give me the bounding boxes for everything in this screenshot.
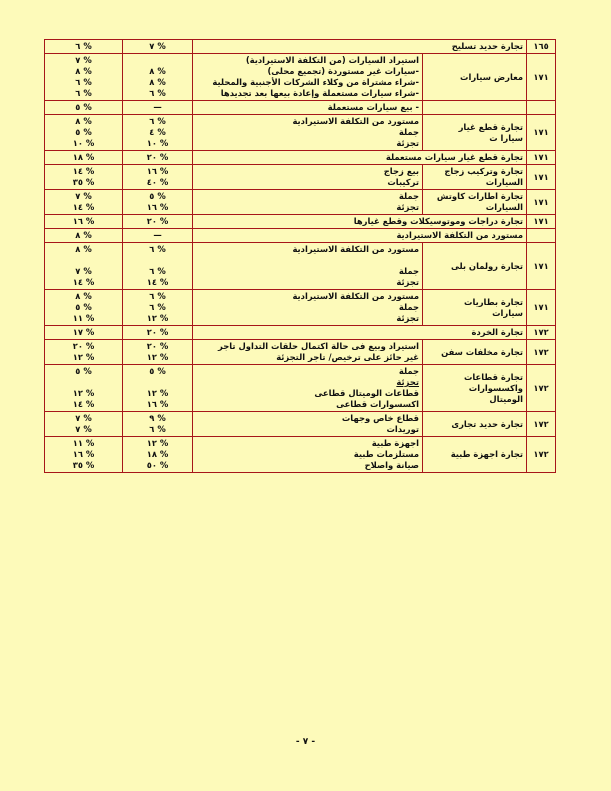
cell-line: ٨ %: [149, 77, 166, 87]
cell-line: ١٨ %: [146, 449, 169, 459]
rate-column-2-cell: [45, 165, 123, 190]
cell-line: مستورد من التكلفة الاستيرادية: [396, 230, 524, 240]
rate-column-2-cell: [45, 437, 123, 473]
cell-line: -شراء سيارات مستعملة وإعادة بيعها بعد تجديدها: [220, 88, 420, 98]
activity-code-cell: ١٧١: [527, 115, 556, 151]
cell-line: قطاعات الوميتال قطاعى: [314, 388, 420, 398]
cell-line: ١٤ %: [146, 277, 169, 287]
cell-line: ٢٠ %: [72, 341, 95, 351]
rate-column-2-cell: [45, 190, 123, 215]
cell-line: ٧ %: [75, 55, 92, 65]
cell-line: تجارة مخلفات سفن: [441, 346, 524, 357]
table-row: [45, 115, 556, 151]
cell-line: تجارة قطع غيار: [458, 121, 524, 132]
activity-name-cell: [193, 151, 527, 165]
cell-line: تجارة بطاريات: [464, 296, 524, 307]
cell-line: واكسسوارات: [468, 382, 524, 393]
activity-code-cell: ١٧١: [527, 243, 556, 290]
cell-line: ١٢ %: [146, 352, 169, 362]
cell-line: ٨ %: [75, 66, 92, 76]
rate-column-1-cell: [123, 115, 193, 151]
cell-line: ٥٠ %: [146, 460, 169, 470]
cell-line: [126, 377, 189, 388]
cell-line: ١٢ %: [146, 438, 169, 448]
page-number: - ٧ -: [295, 737, 316, 747]
rate-column-2-cell: [45, 151, 123, 165]
activity-code-cell: ١٧١: [527, 215, 556, 229]
cell-line: -سيارات غير مستوردة (تجميع محلى): [267, 66, 420, 76]
activity-description-cell: [193, 437, 423, 473]
cell-line: ١٢ %: [72, 352, 95, 362]
cell-line: ٥ %: [75, 102, 92, 112]
cell-line: ٥ %: [149, 191, 166, 201]
activity-code-cell: ١٧٢: [527, 437, 556, 473]
cell-line: تجارة رولمان بلى: [450, 260, 524, 271]
cell-line: -شراء مشتراة من وكلاء الشركات الأجنبية والمحلية: [212, 77, 420, 87]
activity-name-cell: [423, 165, 527, 190]
tax-rate-table-container: [44, 39, 555, 473]
cell-line: ١٤ %: [72, 277, 95, 287]
cell-line: ٨ %: [75, 244, 92, 254]
cell-line: اكسسوارات قطاعى: [336, 399, 420, 409]
cell-line: [126, 255, 189, 266]
cell-line: السيارات: [485, 202, 524, 212]
activity-name-cell: [423, 437, 527, 473]
table-row: [45, 365, 556, 412]
cell-line: مستورد من التكلفة الاستيرادية: [292, 291, 420, 301]
rate-column-2-cell: [45, 243, 123, 290]
cell-line: تجزئة: [396, 277, 420, 287]
cell-line: ٦ %: [149, 266, 166, 276]
activity-description-cell: [193, 54, 423, 101]
rate-column-2-cell: [45, 326, 123, 340]
activity-code-cell: ١٧٢: [527, 340, 556, 365]
cell-line: —: [153, 230, 162, 240]
rate-column-1-cell: [123, 437, 193, 473]
rate-column-1-cell: [123, 229, 193, 243]
rate-column-1-cell: [123, 243, 193, 290]
rate-column-2-cell: [45, 215, 123, 229]
rate-column-1-cell: [123, 165, 193, 190]
cell-line: ٤٠ %: [146, 177, 169, 187]
table-row: [45, 190, 556, 215]
cell-line: ١٤ %: [72, 166, 95, 176]
activity-code-cell: ١٧١: [527, 165, 556, 190]
cell-line: استيراد وبيع فى حالة اكتمال حلقات التداول تاجر: [218, 341, 420, 351]
cell-line: ١٦ %: [146, 399, 169, 409]
cell-line: جملة: [398, 127, 420, 137]
cell-line: ٣٥ %: [72, 460, 95, 470]
cell-line: تجارة قطاعات: [463, 371, 524, 382]
cell-line: ٦ %: [149, 88, 166, 98]
rate-column-1-cell: [123, 40, 193, 54]
cell-line: غير حائز على ترخيص/ تاجر التجزئة: [276, 352, 420, 362]
activity-name-cell: [423, 340, 527, 365]
activity-description-cell: [193, 101, 423, 115]
rate-column-1-cell: [123, 326, 193, 340]
table-row: [45, 101, 556, 115]
rate-column-1-cell: [123, 290, 193, 326]
activity-code-cell: ١٧١: [527, 290, 556, 326]
table-row: [45, 54, 556, 101]
cell-line: ١٤ %: [72, 399, 95, 409]
rate-column-2-cell: [45, 115, 123, 151]
activity-name-cell: [423, 290, 527, 326]
cell-line: [196, 255, 419, 266]
table-row: [45, 243, 556, 290]
cell-line: ١٧ %: [72, 327, 95, 337]
cell-line: ٣٥ %: [72, 177, 95, 187]
cell-line: ٧ %: [75, 191, 92, 201]
cell-line: تجارة وتركيب زجاج: [444, 166, 524, 176]
cell-line: - بيع سيارات مستعملة: [327, 102, 420, 112]
cell-line: ٨ %: [75, 230, 92, 240]
table-row: [45, 340, 556, 365]
cell-line: ١٦ %: [72, 449, 95, 459]
rate-column-1-cell: [123, 340, 193, 365]
activity-code-cell: ١٧٢: [527, 326, 556, 340]
cell-line: ٥ %: [149, 366, 166, 376]
cell-line: ٢٠ %: [146, 341, 169, 351]
cell-line: ١٢ %: [146, 388, 169, 398]
cell-line: ٥ %: [75, 366, 92, 376]
rate-column-2-cell: [45, 290, 123, 326]
cell-line: ٦ %: [149, 116, 166, 126]
cell-line: استيراد السيارات (من التكلفة الاستيرادية): [245, 55, 420, 65]
cell-line: ٢٠ %: [146, 216, 169, 226]
cell-line: ٦ %: [75, 77, 92, 87]
cell-line: ١٦ %: [146, 202, 169, 212]
cell-line: ٦ %: [149, 291, 166, 301]
cell-line: ١٢ %: [72, 388, 95, 398]
cell-line: ٢٠ %: [146, 327, 169, 337]
cell-line: تجارة حديد تسليح: [451, 41, 524, 51]
activity-name-cell: [423, 190, 527, 215]
table-row: [45, 151, 556, 165]
cell-line: تجزئة: [396, 202, 420, 212]
cell-line: ٦ %: [149, 424, 166, 434]
activity-name-cell: [423, 412, 527, 437]
cell-line: [48, 377, 119, 388]
activity-name-cell: [193, 40, 527, 54]
cell-line: بيع زجاج: [383, 166, 420, 176]
cell-line: ٢٠ %: [146, 152, 169, 162]
rate-column-2-cell: [45, 412, 123, 437]
cell-line: ٥ %: [75, 127, 92, 137]
rate-column-1-cell: [123, 54, 193, 101]
activity-description-cell: [193, 412, 423, 437]
cell-line: السيارات: [485, 177, 524, 187]
cell-line: معارض سيارات: [460, 71, 524, 82]
cell-line: ٧ %: [75, 413, 92, 423]
cell-line: ٤ %: [149, 127, 166, 137]
cell-line: تجارة اجهزة طبية: [450, 449, 524, 459]
table-row: [45, 229, 556, 243]
activity-description-cell: [193, 115, 423, 151]
table-body: [45, 40, 556, 473]
cell-line: ١٦ %: [72, 216, 95, 226]
cell-line: ١٨ %: [72, 152, 95, 162]
cell-line: ١١ %: [72, 313, 95, 323]
activity-code-cell: ١٧١: [527, 151, 556, 165]
rate-column-1-cell: [123, 365, 193, 412]
cell-line: ٦ %: [75, 88, 92, 98]
activity-name-cell: [193, 215, 527, 229]
activity-description-cell: [193, 190, 423, 215]
activity-description-cell: [193, 365, 423, 412]
cell-line: قطاع خاص وجهات: [341, 413, 420, 423]
rate-column-2-cell: [45, 101, 123, 115]
cell-line: ٦ %: [149, 302, 166, 312]
cell-line: تجارة قطع غيار سيارات مستعملة: [385, 152, 524, 162]
activity-name-cell: [423, 54, 527, 101]
tax-rate-table: [44, 39, 556, 473]
cell-line: سيارا ت: [489, 132, 524, 143]
rate-column-1-cell: [123, 412, 193, 437]
cell-line: تجارة الخردة: [471, 327, 524, 337]
cell-line: ٧ %: [75, 424, 92, 434]
cell-line: ٦ %: [149, 244, 166, 254]
cell-line: ٨ %: [149, 66, 166, 76]
activity-name-cell: [423, 365, 527, 412]
cell-line: ٩ %: [149, 413, 166, 423]
cell-line: تجزئة: [396, 138, 420, 148]
cell-line: تجارة اطارات كاوتش: [436, 191, 524, 201]
cell-line: ٥ %: [75, 302, 92, 312]
cell-line: ٧ %: [75, 266, 92, 276]
table-row: [45, 290, 556, 326]
rate-column-1-cell: [123, 190, 193, 215]
activity-name-cell: [193, 229, 527, 243]
cell-line: الوميتال: [489, 393, 524, 404]
cell-line: جملة: [398, 191, 420, 201]
activity-description-cell: [193, 165, 423, 190]
cell-line: ١٢ %: [146, 313, 169, 323]
activity-code-cell: ١٧٢: [527, 365, 556, 412]
cell-line: جملة: [398, 266, 420, 276]
cell-line: سيارات: [492, 307, 524, 318]
cell-line: اجهزة طبية: [371, 438, 420, 448]
activity-code-cell: ١٦٥: [527, 40, 556, 54]
activity-code-cell: [527, 229, 556, 243]
rate-column-1-cell: [123, 101, 193, 115]
activity-description-cell: [193, 243, 423, 290]
table-row: [45, 40, 556, 54]
cell-line: ٧ %: [149, 41, 166, 51]
cell-line: تجارة دراجات وموتوسيكلات وقطع غيارها: [353, 216, 524, 226]
rate-column-2-cell: [45, 340, 123, 365]
table-row: [45, 215, 556, 229]
cell-line: ١١ %: [72, 438, 95, 448]
rate-column-2-cell: [45, 365, 123, 412]
cell-line: ٦ %: [75, 41, 92, 51]
cell-line: جملة: [398, 366, 420, 376]
rate-column-1-cell: [123, 215, 193, 229]
cell-line: ١٠ %: [72, 138, 95, 148]
table-row: [45, 165, 556, 190]
activity-name-cell: [423, 115, 527, 151]
activity-name-cell: [193, 326, 527, 340]
activity-name-cell: [423, 101, 527, 115]
activity-description-cell: [193, 290, 423, 326]
cell-line: مستورد من التكلفة الاستيرادية: [292, 116, 420, 126]
table-row: [45, 326, 556, 340]
rate-column-2-cell: [45, 229, 123, 243]
cell-line: تركيبات: [387, 177, 420, 187]
cell-line: جملة: [398, 302, 420, 312]
cell-line: ١٤ %: [72, 202, 95, 212]
cell-line: ٨ %: [75, 291, 92, 301]
cell-line: تجزئة: [396, 377, 420, 387]
activity-code-cell: ١٧١: [527, 190, 556, 215]
table-row: [45, 412, 556, 437]
table-row: [45, 437, 556, 473]
cell-line: تجارة حديد تجارى: [451, 418, 524, 429]
activity-code-cell: ١٧١: [527, 54, 556, 101]
rate-column-2-cell: [45, 40, 123, 54]
cell-line: —: [153, 102, 162, 112]
cell-line: ١٦ %: [146, 166, 169, 176]
cell-line: ٨ %: [75, 116, 92, 126]
activity-name-cell: [423, 243, 527, 290]
cell-line: [126, 55, 189, 66]
activity-code-cell: [527, 101, 556, 115]
cell-line: ١٠ %: [146, 138, 169, 148]
cell-line: صيانة واصلاح: [364, 460, 420, 470]
rate-column-2-cell: [45, 54, 123, 101]
rate-column-1-cell: [123, 151, 193, 165]
cell-line: توريدات: [386, 424, 420, 434]
activity-description-cell: [193, 340, 423, 365]
cell-line: تجزئة: [396, 313, 420, 323]
cell-line: [48, 255, 119, 266]
activity-code-cell: ١٧٢: [527, 412, 556, 437]
cell-line: مستورد من التكلفة الاستيرادية: [292, 244, 420, 254]
cell-line: مستلزمات طبية: [353, 449, 420, 459]
